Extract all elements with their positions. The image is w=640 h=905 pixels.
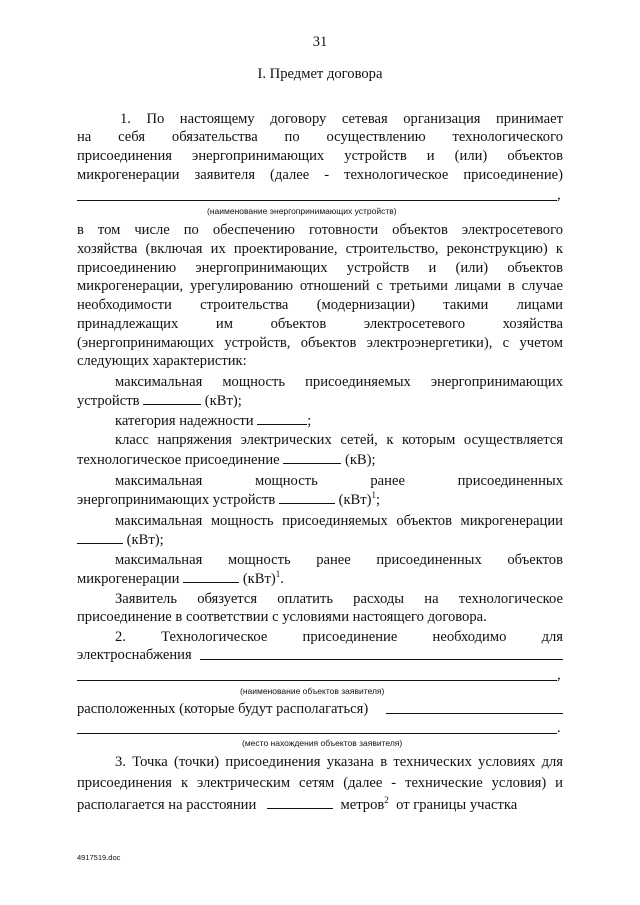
text-line: следующих характеристик: [77,353,247,369]
text-line: энергопринимающих устройств (кВт)$^1$; [77,490,381,508]
text-line: 1. По настоящему договору сетевая организация принимает [120,111,563,127]
text-line: в том числе по обеспечению готовности объектов электросетевого [77,222,563,238]
blank-line [386,713,563,714]
blank-line [77,680,557,681]
footer-filename: 4917519.doc [77,853,121,862]
text-line: 3. Точка (точки) присоединения указана в технических условиях для [115,754,563,770]
text-line: микрогенерации (кВт)$^1$. [77,569,284,587]
field-caption: (наименование объектов заявителя) [240,686,385,696]
field-caption: (место нахождения объектов заявителя) [242,738,403,748]
field-caption: (наименование энергопринимающих устройств) [207,206,397,216]
text-line: (энергопринимающих устройств, объектов электроэнергетики), с учетом [77,335,563,351]
text-line: необходимости строительства (модернизации) такими лицами [77,297,563,313]
section-title: I. Предмет договора [257,66,383,82]
text-line: присоединению энергопринимающих устройств и (или) объектов [77,260,563,276]
text-line: электроснабжения [77,647,192,663]
text-line: максимальная мощность ранее присоединенных [115,473,563,489]
text-line: 2. Технологическое присоединение необходимо для [115,629,563,645]
text-line: присоединения к электрическим сетям (далее - технические условия) и [77,775,563,791]
text-line: технологическое присоединение (кВ); [77,452,376,468]
footnote-ref: 1 [371,490,377,501]
text-line: максимальная мощность присоединяемых энергопринимающих [115,374,563,390]
text-line: (кВт); [77,530,563,549]
text-line: максимальная мощность присоединяемых объектов микрогенерации [115,513,563,529]
text-line: микрогенерации, урегулированию отношений с третьими лицами в случае [77,278,563,294]
text-line: устройств (кВт); [77,393,242,409]
text-line: располагается на расстоянии метров$^2$ от границы участка [77,795,518,813]
text-line: принадлежащих им объектов электросетевого хозяйства [77,316,563,332]
blank-line [200,659,563,660]
text-line: на себя обязательства по осуществлению технологического [77,129,563,145]
text-line: присоединения энергопринимающих устройств и (или) объектов [77,148,563,164]
footnote-ref: 2 [384,795,389,806]
text-line: класс напряжения электрических сетей, к которым осуществляется [115,432,563,448]
text-line: , [557,667,561,683]
text-line: хозяйства (включая их проектирование, строительство, реконструкцию) к [77,241,563,257]
text-line: присоединение в соответствии с условиями настоящего договора. [77,609,487,625]
page-number: 31 [312,34,328,50]
text-line: максимальная мощность ранее присоединенных объектов [115,552,563,568]
text-line: расположенных (которые будут располагаться) [77,701,369,717]
blank-line [77,733,557,734]
footnote-ref: 1 [275,569,281,580]
text-line: . [557,720,561,736]
text-line: категория надежности ; [115,413,312,429]
text-line: микрогенерации заявителя (далее - технологическое присоединение) [77,167,563,183]
text-line: , [557,187,561,203]
blank-line [77,200,557,201]
text-line: Заявитель обязуется оплатить расходы на технологическое [115,591,563,607]
